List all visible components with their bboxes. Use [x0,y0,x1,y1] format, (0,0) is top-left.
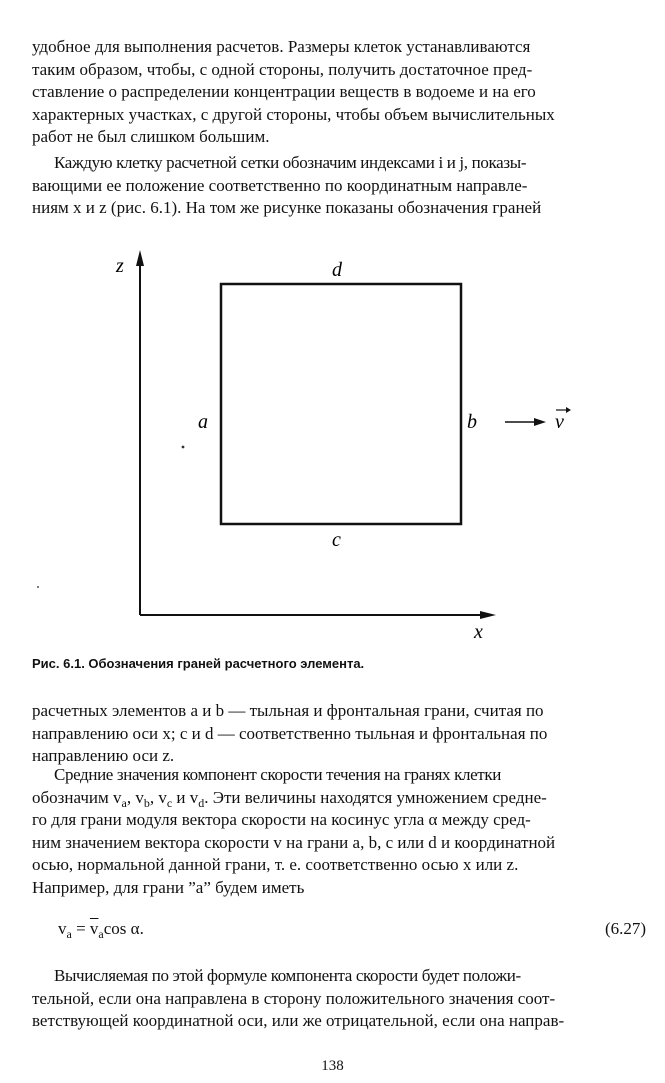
text-line: тельной, если она направлена в сторону положительного значения соот- [32,988,556,1008]
face-label-c: c [332,529,341,551]
text-line: Вычисляемая по этой формуле компонента скорости будет положи- [54,966,521,985]
z-axis-label: z [116,255,124,277]
text-line: ниям x и z (рис. 6.1). На том же рисунке показаны обозначения граней [32,198,542,217]
face-label-d: d [332,259,342,281]
formula-equals: = [71,919,90,938]
text-line: ним значением вектора скорости v на грани a, b, c или d и координатной [32,832,556,852]
x-axis-arrow [480,611,496,619]
text-line: осью, нормальной данной грани, т. е. соответственно осью x или z. [32,855,519,874]
text-line: характерных участках, с другой стороны, чтобы объем вычислительных [32,104,555,124]
speck [182,446,185,449]
cell-element [221,284,461,524]
text-line: ставление о распределении концентрации веществ в водоеме и на его [32,82,536,101]
text-line: го для грани модуля вектора скорости на косинус угла α между сред- [32,810,531,829]
paragraph-3 [32,700,658,768]
face-label-a: a [198,411,208,433]
z-axis-arrow [136,250,144,266]
velocity-label: v [555,411,564,433]
text-line: Средние значения компонент скорости течения на гранях клетки [54,765,501,784]
speck [37,586,39,588]
figure-6-1 [0,240,665,660]
velocity-arrow-head [534,418,546,426]
text-line: Каждую клетку расчетной сетки обозначим индексами i и j, показы- [54,153,527,172]
paragraph-2 [32,152,658,220]
page-number: 138 [321,1058,344,1074]
paragraph-4 [32,764,658,899]
text-line: вающими ее положение соответственно по координатным направле- [32,175,528,195]
text-line: работ не был слишком большим. [32,127,270,146]
text-line: удобное для выполнения расчетов. Размеры клеток устанавливаются [32,37,531,56]
text-line: расчетных элементов a и b — тыльная и фронтальная грани, считая по [32,701,544,720]
text-line: обозначим $v_a$, $v_b$, $v_c$ и $v_d$. Эти величины находятся умножением средне- [32,787,547,810]
text-line: ветствующей координатной оси, или же отрицательной, если она направ- [32,1011,565,1030]
text-line: Например, для грани ”a” будем иметь [32,877,305,897]
velocity-label-overarrow-head [566,407,571,413]
paragraph-1 [32,36,658,149]
x-axis-label: x [474,621,483,643]
figure-caption: Рис. 6.1. Обозначения граней расчетного элемента. [32,656,365,671]
text-line: направлению оси z. [32,746,175,765]
paragraph-5 [32,965,658,1033]
formula-6-27 [58,919,144,939]
formula-sub-a: a [66,927,72,941]
face-label-b: b [467,411,477,433]
formula-number: (6.27) [605,919,647,938]
formula-cos: cos α. [103,919,144,938]
formula-vector-v: $\overline{v}$ [89,919,99,938]
text-line: направлению оси x; c и d — соответственно тыльная и фронтальная по [32,723,548,743]
formula-v: v [58,919,67,938]
formula-sub-a-2: a [98,927,104,941]
text-line: таким образом, чтобы, с одной стороны, получить достаточное пред- [32,59,533,79]
